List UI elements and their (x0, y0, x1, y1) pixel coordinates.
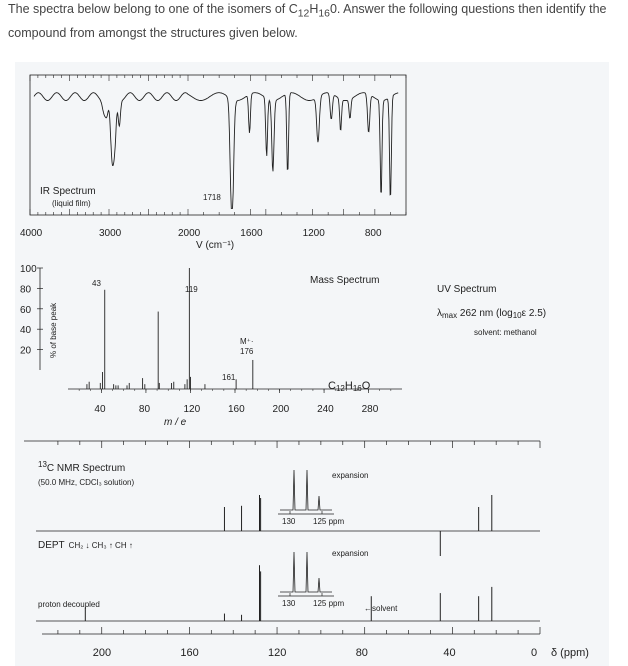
ms-y-tick-label: 20 (20, 345, 32, 357)
decoupled-expansion-tick-130: 130 (282, 599, 296, 608)
ms-peak-label-161: 161 (222, 373, 236, 382)
ir-subtitle: (liquid film) (52, 199, 91, 208)
ms-title: Mass Spectrum (310, 275, 380, 286)
ms-x-tick-label: 80 (138, 404, 151, 415)
ms-x-tick-label: 200 (272, 404, 290, 415)
ir-x-tick-label: 3000 (99, 228, 122, 239)
ir-spectrum (20, 75, 406, 251)
uv-lambda-max: $\lambda_{max}$ 262 nm ($\log_{10}\varepsilon$ 2.5) (437, 308, 547, 320)
uv-spectrum (437, 284, 546, 337)
nmr-x-unit: δ (ppm) (551, 647, 589, 659)
ir-x-tick-label: 1600 (240, 228, 263, 239)
decoupled-label: proton decoupled (38, 600, 100, 609)
ms-y-tick-label: 80 (20, 284, 32, 296)
decoupled-expansion-trace (280, 552, 332, 592)
dept-expansion-trace (280, 470, 332, 510)
nmr-x-tick-label: 40 (443, 647, 456, 659)
solvent-label: ←solvent (364, 604, 398, 613)
nmr-axis-ticks (58, 441, 540, 634)
ms-peak-label-176: 176 (240, 347, 254, 356)
nmr-subtitle: (50.0 MHz, CDCl₃ solution) (38, 478, 135, 487)
dept-expansion-tick-125: 125 ppm (313, 517, 345, 526)
uv-solvent: solvent: methanol (474, 328, 537, 337)
nmr-x-tick-label: 200 (92, 647, 112, 659)
ms-y-tick-label: 60 (20, 304, 32, 316)
ms-molecular-ion-label: M⁺· (240, 337, 254, 346)
ir-x-tick-labels (20, 228, 382, 239)
dept-peaks (224, 495, 491, 556)
question-text: The spectra below belong to one of the isomers of $C_{12}H_{16}0$. Answer the following questions then identify the compound from amongst the structures given below. (8, 2, 607, 40)
ms-x-tick-label: 240 (317, 404, 334, 415)
ms-x-tick-label: 120 (183, 404, 201, 415)
nmr-x-tick-labels (93, 647, 537, 659)
ir-xlabel: V (cm⁻¹) (196, 240, 235, 251)
ms-y-ticks (20, 264, 43, 357)
ms-xlabel: m / e (164, 417, 187, 428)
ir-x-tick-label: 4000 (20, 228, 43, 239)
nmr-title: $^{13}$C NMR Spectrum (38, 460, 126, 474)
uv-title: UV Spectrum (437, 284, 497, 295)
ms-y-tick-label: 40 (20, 325, 32, 337)
mass-spectrum (20, 264, 402, 428)
dept-expansion-inset (278, 470, 368, 526)
ir-x-tick-label: 2000 (178, 228, 201, 239)
nmr-x-tick-label: 80 (355, 647, 368, 659)
decoupled-peaks (85, 565, 491, 621)
ir-x-tick-label: 800 (364, 228, 382, 239)
nmr-x-tick-label: 0 (531, 647, 538, 659)
decoupled-expansion-tick-125: 125 ppm (313, 599, 345, 608)
ir-x-tick-label: 1200 (302, 228, 325, 239)
ms-x-tick-label: 160 (228, 404, 245, 415)
dept-expansion-label: expansion (332, 471, 369, 480)
ir-title: IR Spectrum (40, 186, 96, 197)
ms-x-tick-label: 40 (94, 404, 106, 415)
ir-annotation-1718: 1718 (203, 193, 221, 202)
ms-peak-label-43: 43 (92, 279, 101, 288)
ms-x-tick-label: 280 (361, 404, 379, 415)
nmr-x-tick-label: 160 (180, 647, 199, 659)
ms-peaks (87, 268, 253, 389)
dept-expansion-tick-130: 130 (282, 517, 296, 526)
ms-peak-label-119: 119 (185, 285, 198, 294)
decoupled-expansion-label: expansion (332, 549, 369, 558)
ms-formula: C12H16O (328, 380, 371, 393)
nmr-x-tick-label: 120 (268, 647, 287, 659)
ms-ylabel: % of base peak (49, 302, 58, 358)
ms-y-tick-label: 100 (20, 264, 37, 275)
nmr-spectrum (24, 441, 589, 659)
decoupled-expansion-inset (278, 549, 368, 608)
dept-label: DEPT CH₂ ↓ CH₃ ↑ CH ↑ (38, 540, 133, 551)
